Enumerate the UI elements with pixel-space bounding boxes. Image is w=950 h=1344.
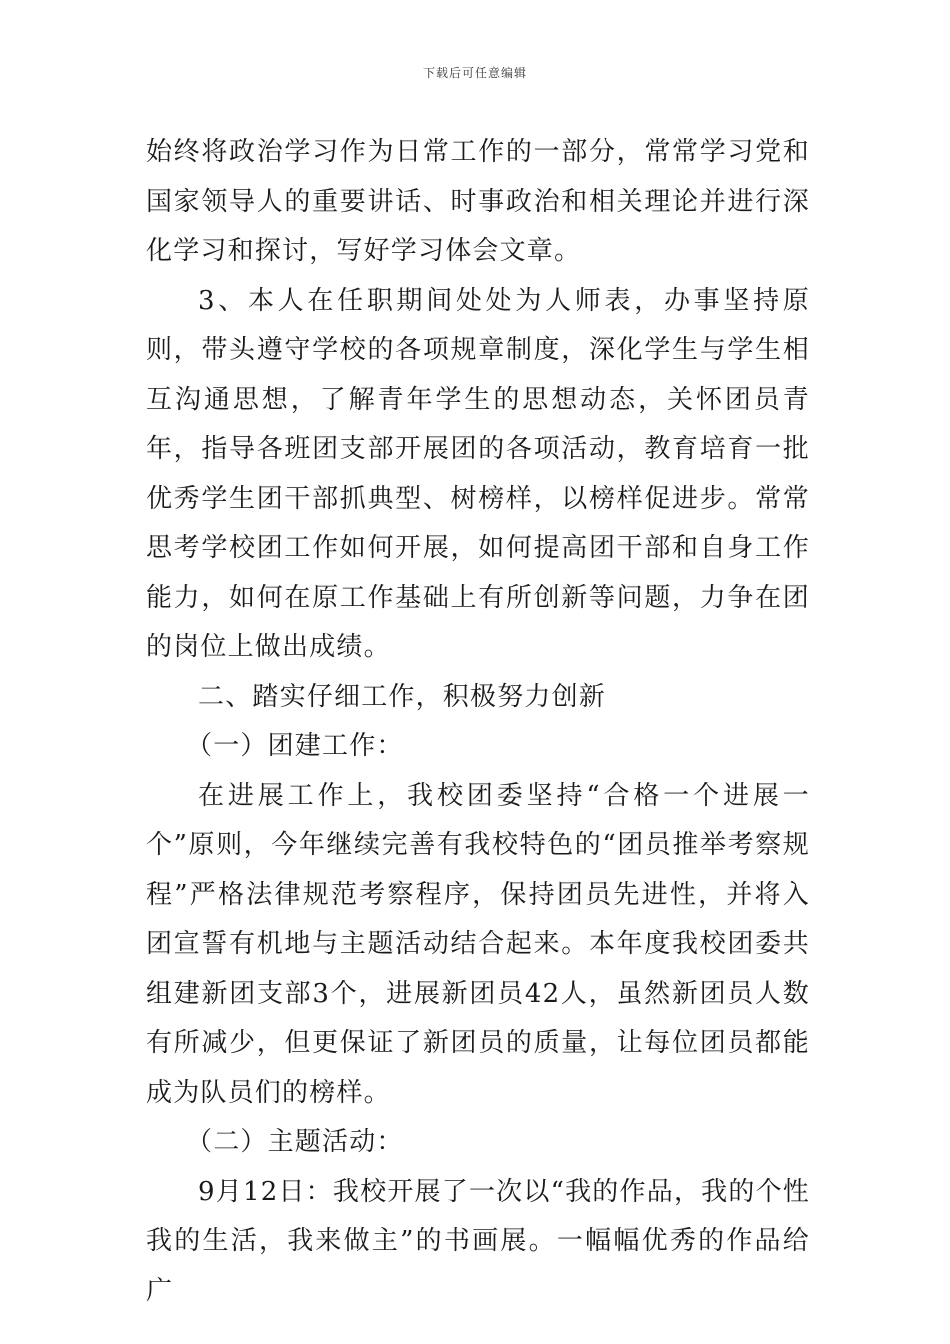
paragraph-theme-activity: 9月12日：我校开展了一次以“我的作品，我的个性我的生活，我来做主”的书画展。一幅幅优秀的作品给广	[146, 1176, 810, 1306]
subsection-heading-2: （二）主题活动：	[186, 1127, 404, 1157]
page-header: 下载后可任意编辑	[422, 66, 527, 80]
paragraph-item-3: 3、本人在任职期间处处为人师表，办事坚持原则，带头遵守学校的各项规章制度，深化学生与学生相互沟通思想，了解青年学生的思想动态，关怀团员青年，指导各班团支部开展团的各项活动，教育培育一批优秀学生团干部抓典型、树榜样，以榜样促进步。常常思考学校团工作如何开展，如何提高团干部和自身工作能力，如何在原工作基础上有所创新等问题，力争在团的岗位上做出成绩。	[146, 285, 810, 662]
section-heading-2: 二、踏实仔细工作，积极努力创新	[198, 681, 607, 712]
paragraph-continuation: 始终将政治学习作为日常工作的一部分，常常学习党和国家领导人的重要讲话、时事政治和相关理论并进行深化学习和探讨，写好学习体会文章。	[146, 137, 810, 266]
document-body	[146, 128, 810, 1316]
paragraph-team-building: 在进展工作上，我校团委坚持“合格一个进展一个”原则，今年继续完善有我校特色的“团员推举考察规程”严格法律规范考察程序，保持团员先进性，并将入团宣誓有机地与主题活动结合起来。本年度我校团委共组建新团支部3个，进展新团员42人，虽然新团员人数有所减少，但更保证了新团员的质量，让每位团员都能成为队员们的榜样。	[146, 780, 810, 1108]
subsection-heading-1: （一）团建工作：	[186, 731, 404, 761]
